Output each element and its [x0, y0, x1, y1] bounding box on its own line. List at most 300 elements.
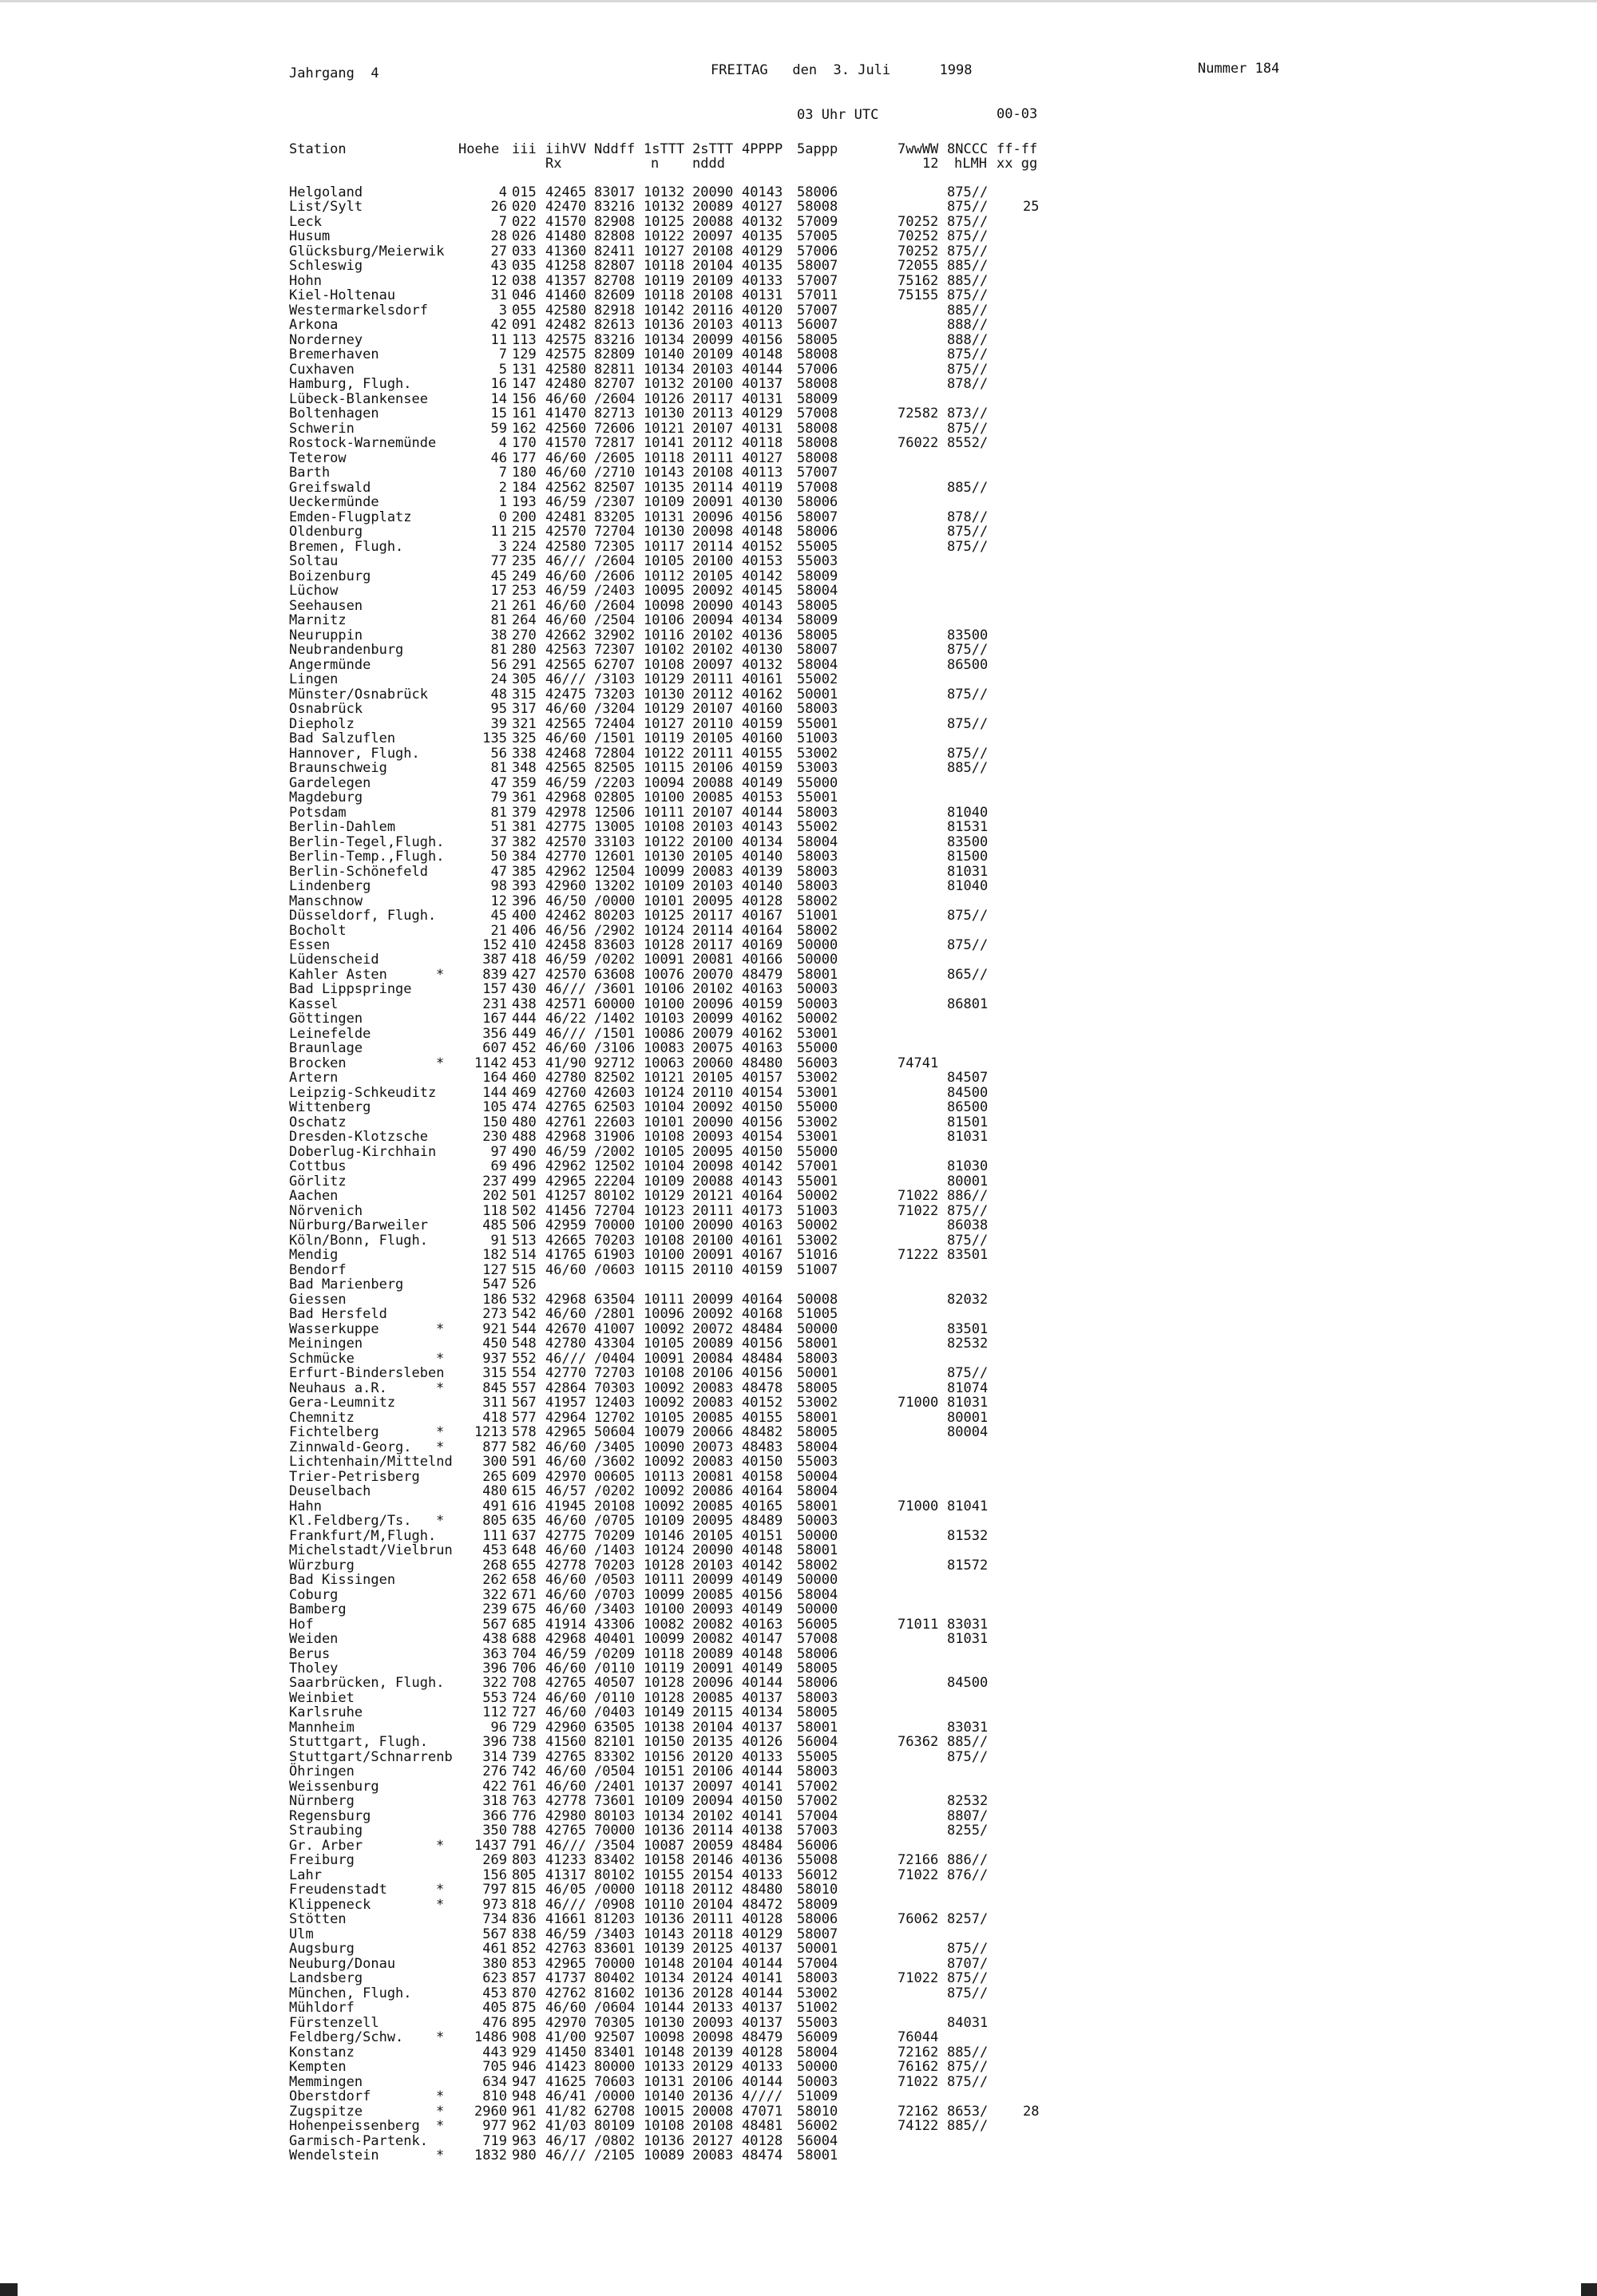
group-5appp: 58004 — [797, 1586, 838, 1603]
group-4pppp: 40161 — [742, 671, 783, 688]
group-nddff: 32902 — [594, 627, 636, 643]
mountain-marker: * — [436, 1837, 445, 1854]
group-5appp: 56004 — [797, 2132, 838, 2149]
hoehe-value: 118 — [482, 1202, 507, 1219]
station-name: Saarbrücken, Flugh. — [289, 1675, 445, 1692]
group-5appp: 51003 — [797, 1202, 838, 1219]
hoehe-value: 81 — [490, 612, 507, 629]
station-name: Münster/Osnabrück — [289, 686, 428, 703]
iii-value: 385 — [512, 863, 537, 880]
group-2sttt: 20102 — [692, 981, 734, 998]
hoehe-value: 150 — [482, 1114, 507, 1130]
group-7wwww: 72582 — [898, 406, 939, 422]
group-4pppp: 40150 — [742, 1793, 783, 1810]
station-name: Zinnwald-Georg. — [289, 1439, 412, 1455]
group-2sttt: 20127 — [692, 2132, 734, 2149]
group-iihvv: 42570 — [545, 966, 587, 983]
iii-value: 430 — [512, 981, 537, 998]
group-2sttt: 20111 — [692, 671, 734, 688]
group-nddff: 60000 — [594, 996, 636, 1012]
group-nddff: 72307 — [594, 642, 636, 659]
group-8nccc: 83031 — [947, 1719, 989, 1736]
group-4pppp: 40154 — [742, 1129, 783, 1146]
hoehe-value: 81 — [490, 642, 507, 659]
group-5appp: 55008 — [797, 1852, 838, 1869]
group-5appp: 50001 — [797, 1365, 838, 1382]
group-5appp: 50001 — [797, 1941, 838, 1958]
group-1sttt: 10101 — [644, 893, 685, 909]
group-iihvv: 42864 — [545, 1380, 587, 1396]
col-2sttt: 2sTTT — [692, 141, 734, 157]
group-nddff: 83401 — [594, 2044, 636, 2060]
group-5appp: 53001 — [797, 1025, 838, 1042]
group-nddff: 72817 — [594, 435, 636, 452]
hoehe-value: 877 — [482, 1439, 507, 1455]
group-nddff: /2801 — [594, 1306, 636, 1323]
group-1sttt: 10136 — [644, 2132, 685, 2149]
group-4pppp: 40153 — [742, 553, 783, 570]
hoehe-value: 16 — [490, 376, 507, 393]
iii-value: 170 — [512, 435, 537, 452]
group-2sttt: 20105 — [692, 568, 734, 584]
iii-value: 091 — [512, 317, 537, 334]
hoehe-value: 491 — [482, 1498, 507, 1514]
hoehe-value: 81 — [490, 760, 507, 777]
group-2sttt: 20100 — [692, 833, 734, 850]
header-date: FREITAG den 3. Juli 1998 — [711, 62, 973, 78]
group-iihvv: 41625 — [545, 2073, 587, 2090]
group-2sttt: 20105 — [692, 1527, 734, 1544]
group-nddff: 40507 — [594, 1675, 636, 1692]
group-nddff: 31906 — [594, 1129, 636, 1146]
group-5appp: 58008 — [797, 199, 838, 216]
group-2sttt: 20083 — [692, 1454, 734, 1471]
group-5appp: 56005 — [797, 1616, 838, 1633]
group-2sttt: 20073 — [692, 1439, 734, 1455]
group-ff: 28 — [1023, 2103, 1040, 2120]
col-7wwww-sub: 12 — [922, 156, 939, 172]
station-name: Lindenberg — [289, 878, 371, 895]
group-4pppp: 40167 — [742, 908, 783, 924]
group-iihvv: 42665 — [545, 1232, 587, 1249]
group-2sttt: 20118 — [692, 1926, 734, 1942]
group-iihvv: 42775 — [545, 819, 587, 836]
iii-value: 567 — [512, 1395, 537, 1411]
group-1sttt: 10098 — [644, 597, 685, 614]
iii-value: 532 — [512, 1291, 537, 1308]
iii-value: 449 — [512, 1025, 537, 1042]
group-1sttt: 10125 — [644, 213, 685, 230]
group-iihvv: 42470 — [545, 199, 587, 216]
group-iihvv: 46/59 — [545, 1645, 587, 1662]
hoehe-value: 21 — [490, 922, 507, 939]
group-5appp: 55005 — [797, 1748, 838, 1765]
group-nddff: /0000 — [594, 893, 636, 909]
group-1sttt: 10092 — [644, 1483, 685, 1500]
group-8nccc: 875// — [947, 1365, 989, 1382]
hoehe-value: 276 — [482, 1764, 507, 1780]
hoehe-value: 607 — [482, 1040, 507, 1057]
group-1sttt: 10151 — [644, 1764, 685, 1780]
group-iihvv: 41/82 — [545, 2103, 587, 2120]
col-4pppp: 4PPPP — [742, 141, 783, 157]
iii-value: 895 — [512, 2014, 537, 2031]
group-1sttt: 10143 — [644, 1926, 685, 1942]
group-nddff: 72804 — [594, 745, 636, 762]
hoehe-value: 547 — [482, 1277, 507, 1293]
group-8nccc: 885// — [947, 272, 989, 289]
group-5appp: 57001 — [797, 1158, 838, 1175]
group-2sttt: 20108 — [692, 287, 734, 304]
group-4pppp: 48482 — [742, 1424, 783, 1441]
hoehe-value: 937 — [482, 1350, 507, 1367]
group-nddff: /2902 — [594, 922, 636, 939]
group-iihvv: 42964 — [545, 1409, 587, 1426]
group-1sttt: 10148 — [644, 2044, 685, 2060]
group-2sttt: 20092 — [692, 583, 734, 600]
group-2sttt: 20095 — [692, 1513, 734, 1530]
hoehe-value: 15 — [490, 406, 507, 422]
scan-edge — [0, 0, 1597, 2]
group-4pppp: 40141 — [742, 1778, 783, 1795]
group-8nccc: 83500 — [947, 627, 989, 643]
group-4pppp: 40130 — [742, 494, 783, 511]
station-name: Potsdam — [289, 804, 347, 821]
group-1sttt: 10118 — [644, 1882, 685, 1898]
iii-value: 502 — [512, 1202, 537, 1219]
group-1sttt: 10108 — [644, 1129, 685, 1146]
group-1sttt: 10130 — [644, 849, 685, 865]
station-name: Landsberg — [289, 1970, 363, 1987]
group-4pppp: 40141 — [742, 1807, 783, 1824]
group-1sttt: 10133 — [644, 2059, 685, 2076]
group-8nccc: 875// — [947, 1941, 989, 1958]
group-8nccc: 875// — [947, 642, 989, 659]
station-name: Tholey — [289, 1661, 339, 1676]
col-8nccc: 8NCCC — [947, 141, 989, 157]
group-2sttt: 20098 — [692, 524, 734, 540]
group-5appp: 56004 — [797, 1734, 838, 1751]
hoehe-value: 186 — [482, 1291, 507, 1308]
group-1sttt: 10105 — [644, 553, 685, 570]
group-5appp: 55000 — [797, 1099, 838, 1116]
group-iihvv: 42970 — [545, 2014, 587, 2031]
group-4pppp: 40154 — [742, 1084, 783, 1101]
group-7wwww: 72055 — [898, 258, 939, 275]
group-8nccc: 885// — [947, 760, 989, 777]
group-2sttt: 20111 — [692, 745, 734, 762]
group-4pppp: 40145 — [742, 583, 783, 600]
group-iihvv: 42775 — [545, 1527, 587, 1544]
iii-value: 542 — [512, 1306, 537, 1323]
iii-value: 438 — [512, 996, 537, 1012]
group-iihvv: 42465 — [545, 184, 587, 200]
group-iihvv: 41560 — [545, 1734, 587, 1751]
group-4pppp: 48484 — [742, 1350, 783, 1367]
hoehe-value: 450 — [482, 1336, 507, 1352]
group-1sttt: 10119 — [644, 1661, 685, 1676]
hoehe-value: 28 — [490, 228, 507, 245]
group-5appp: 50000 — [797, 1601, 838, 1618]
group-iihvv: 42571 — [545, 996, 587, 1012]
group-5appp: 51003 — [797, 730, 838, 747]
group-5appp: 50000 — [797, 936, 838, 953]
group-2sttt: 20093 — [692, 1601, 734, 1618]
group-nddff: 70000 — [594, 1955, 636, 1972]
group-nddff: 00605 — [594, 1468, 636, 1485]
group-2sttt: 20117 — [692, 390, 734, 407]
group-8nccc: 885// — [947, 479, 989, 496]
group-1sttt: 10123 — [644, 1202, 685, 1219]
group-8nccc: 8807/ — [947, 1807, 989, 1824]
group-5appp: 55001 — [797, 790, 838, 806]
group-4pppp: 40131 — [742, 390, 783, 407]
group-nddff: 70000 — [594, 1217, 636, 1234]
group-nddff: 82101 — [594, 1734, 636, 1751]
group-2sttt: 20089 — [692, 1645, 734, 1662]
iii-value: 400 — [512, 908, 537, 924]
group-8nccc: 8653/ — [947, 2103, 989, 2120]
group-iihvv: 41914 — [545, 1616, 587, 1633]
iii-value: 261 — [512, 597, 537, 614]
group-7wwww: 71022 — [898, 1970, 939, 1987]
group-iihvv: 46/60 — [545, 730, 587, 747]
col-iihvv-sub: Rx — [545, 156, 562, 172]
group-1sttt: 10113 — [644, 1468, 685, 1485]
hoehe-value: 322 — [482, 1675, 507, 1692]
group-5appp: 56009 — [797, 2029, 838, 2046]
group-5appp: 55003 — [797, 553, 838, 570]
hoehe-value: 387 — [482, 952, 507, 968]
hoehe-value: 269 — [482, 1852, 507, 1869]
group-8nccc: 82532 — [947, 1793, 989, 1810]
group-nddff: 83601 — [594, 1941, 636, 1958]
group-1sttt: 10130 — [644, 2014, 685, 2031]
group-4pppp: 40142 — [742, 568, 783, 584]
group-2sttt: 20097 — [692, 656, 734, 673]
group-iihvv: 42765 — [545, 1099, 587, 1116]
iii-value: 544 — [512, 1320, 537, 1337]
group-4pppp: 40132 — [742, 656, 783, 673]
hoehe-value: 1832 — [474, 2148, 507, 2164]
group-2sttt: 20090 — [692, 1217, 734, 1234]
group-7wwww: 74741 — [898, 1055, 939, 1071]
group-5appp: 50004 — [797, 1468, 838, 1485]
group-7wwww: 70252 — [898, 228, 939, 245]
group-2sttt: 20104 — [692, 258, 734, 275]
group-2sttt: 20090 — [692, 597, 734, 614]
group-1sttt: 10124 — [644, 922, 685, 939]
group-4pppp: 40143 — [742, 597, 783, 614]
group-1sttt: 10158 — [644, 1852, 685, 1869]
group-iihvv: 41233 — [545, 1852, 587, 1869]
group-1sttt: 10092 — [644, 1498, 685, 1514]
group-iihvv: 42959 — [545, 1217, 587, 1234]
iii-value: 724 — [512, 1689, 537, 1706]
col-5appp: 5appp — [797, 141, 838, 157]
mountain-marker: * — [436, 1350, 445, 1367]
iii-value: 815 — [512, 1882, 537, 1898]
hoehe-value: 59 — [490, 420, 507, 437]
group-iihvv: 46/60 — [545, 1439, 587, 1455]
group-iihvv: 42780 — [545, 1336, 587, 1352]
group-8nccc: 84500 — [947, 1675, 989, 1692]
group-4pppp: 40137 — [742, 1689, 783, 1706]
group-5appp: 57003 — [797, 1823, 838, 1839]
group-7wwww: 71022 — [898, 1188, 939, 1205]
group-2sttt: 20092 — [692, 1099, 734, 1116]
station-name: Hamburg, Flugh. — [289, 376, 412, 393]
group-4pppp: 40144 — [742, 1955, 783, 1972]
group-2sttt: 20088 — [692, 213, 734, 230]
group-4pppp: 40141 — [742, 1970, 783, 1987]
station-name: Memmingen — [289, 2073, 363, 2090]
station-name: Neubrandenburg — [289, 642, 404, 659]
group-5appp: 58004 — [797, 2044, 838, 2060]
group-iihvv: 41456 — [545, 1202, 587, 1219]
group-1sttt: 10122 — [644, 833, 685, 850]
hoehe-value: 48 — [490, 686, 507, 703]
group-2sttt: 20106 — [692, 760, 734, 777]
group-2sttt: 20133 — [692, 2000, 734, 2017]
group-8nccc: 886// — [947, 1852, 989, 1869]
hoehe-value: 438 — [482, 1631, 507, 1648]
group-2sttt: 20070 — [692, 966, 734, 983]
group-2sttt: 20139 — [692, 2044, 734, 2060]
group-2sttt: 20094 — [692, 612, 734, 629]
group-iihvv: 46/// — [545, 981, 587, 998]
station-name: Diepholz — [289, 715, 355, 732]
iii-value: 382 — [512, 833, 537, 850]
group-1sttt: 10128 — [644, 1557, 685, 1574]
col-nddff: Nddff — [594, 141, 636, 157]
hoehe-value: 239 — [482, 1601, 507, 1618]
group-2sttt: 20084 — [692, 1350, 734, 1367]
group-nddff: 92507 — [594, 2029, 636, 2046]
station-name: Hannover, Flugh. — [289, 745, 420, 762]
group-8nccc: 878// — [947, 376, 989, 393]
group-1sttt: 10111 — [644, 1291, 685, 1308]
group-1sttt: 10094 — [644, 774, 685, 791]
group-iihvv: 42565 — [545, 715, 587, 732]
group-iihvv: 41460 — [545, 287, 587, 304]
group-nddff: /2401 — [594, 1778, 636, 1795]
station-name: Kl.Feldberg/Ts. — [289, 1513, 412, 1530]
group-8nccc: 81500 — [947, 849, 989, 865]
hoehe-value: 81 — [490, 804, 507, 821]
station-name: Dresden-Klotzsche — [289, 1129, 428, 1146]
group-1sttt: 10105 — [644, 1336, 685, 1352]
group-iihvv: 46/60 — [545, 1306, 587, 1323]
hoehe-value: 300 — [482, 1454, 507, 1471]
group-2sttt: 20111 — [692, 1911, 734, 1928]
group-2sttt: 20106 — [692, 1365, 734, 1382]
group-4pppp: 40149 — [742, 1661, 783, 1676]
group-1sttt: 10090 — [644, 1439, 685, 1455]
hoehe-value: 1437 — [474, 1837, 507, 1854]
group-5appp: 55002 — [797, 819, 838, 836]
hoehe-value: 453 — [482, 1985, 507, 2001]
group-8nccc: 81572 — [947, 1557, 989, 1574]
iii-value: 215 — [512, 524, 537, 540]
group-4pppp: 40148 — [742, 1542, 783, 1559]
group-8nccc: 885// — [947, 1734, 989, 1751]
group-1sttt: 10136 — [644, 1985, 685, 2001]
group-5appp: 58010 — [797, 1882, 838, 1898]
group-5appp: 51007 — [797, 1261, 838, 1278]
iii-value: 948 — [512, 2088, 537, 2105]
group-1sttt: 10124 — [644, 1084, 685, 1101]
group-1sttt: 10134 — [644, 1970, 685, 1987]
station-name: Hof — [289, 1616, 314, 1633]
group-1sttt: 10099 — [644, 863, 685, 880]
group-iihvv: 46/// — [545, 1896, 587, 1913]
group-8nccc: 81501 — [947, 1114, 989, 1130]
iii-value: 184 — [512, 479, 537, 496]
group-8nccc: 81031 — [947, 1631, 989, 1648]
group-iihvv: 41765 — [545, 1247, 587, 1264]
group-iihvv: 46/41 — [545, 2088, 587, 2105]
hoehe-value: 111 — [482, 1527, 507, 1544]
group-2sttt: 20110 — [692, 1261, 734, 1278]
iii-value: 427 — [512, 966, 537, 983]
group-iihvv: 46/60 — [545, 1601, 587, 1618]
hoehe-value: 4 — [498, 435, 507, 452]
group-2sttt: 20090 — [692, 1542, 734, 1559]
hoehe-value: 38 — [490, 627, 507, 643]
hoehe-value: 363 — [482, 1645, 507, 1662]
group-5appp: 58005 — [797, 1661, 838, 1676]
iii-value: 015 — [512, 184, 537, 200]
group-1sttt: 10101 — [644, 1114, 685, 1130]
group-nddff: 80203 — [594, 908, 636, 924]
group-nddff: 70209 — [594, 1527, 636, 1544]
group-4pppp: 40132 — [742, 213, 783, 230]
hoehe-value: 921 — [482, 1320, 507, 1337]
station-name: Magdeburg — [289, 790, 363, 806]
group-5appp: 58004 — [797, 833, 838, 850]
group-4pppp: 40144 — [742, 1675, 783, 1692]
group-5appp: 53002 — [797, 1114, 838, 1130]
group-nddff: 72704 — [594, 524, 636, 540]
iii-value: 655 — [512, 1557, 537, 1574]
group-nddff: 43304 — [594, 1336, 636, 1352]
group-nddff: 82808 — [594, 228, 636, 245]
group-nddff: 63608 — [594, 966, 636, 983]
group-2sttt: 20104 — [692, 1719, 734, 1736]
group-4pppp: 40139 — [742, 863, 783, 880]
iii-value: 685 — [512, 1616, 537, 1633]
group-1sttt: 10143 — [644, 465, 685, 481]
group-8nccc: 888// — [947, 317, 989, 334]
group-iihvv: 42562 — [545, 479, 587, 496]
group-nddff: 81203 — [594, 1911, 636, 1928]
station-name: Berlin-Tegel,Flugh. — [289, 833, 445, 850]
station-name: Bremen, Flugh. — [289, 538, 404, 555]
station-name: Braunlage — [289, 1040, 363, 1057]
group-4pppp: 48479 — [742, 2029, 783, 2046]
group-5appp: 55005 — [797, 538, 838, 555]
group-2sttt: 20112 — [692, 1882, 734, 1898]
group-4pppp: 40148 — [742, 1645, 783, 1662]
group-4pppp: 40160 — [742, 730, 783, 747]
group-nddff: /0209 — [594, 1645, 636, 1662]
group-5appp: 58007 — [797, 1926, 838, 1942]
group-2sttt: 20103 — [692, 1557, 734, 1574]
group-nddff: 33103 — [594, 833, 636, 850]
group-iihvv: 42770 — [545, 1365, 587, 1382]
group-1sttt: 10150 — [644, 1734, 685, 1751]
